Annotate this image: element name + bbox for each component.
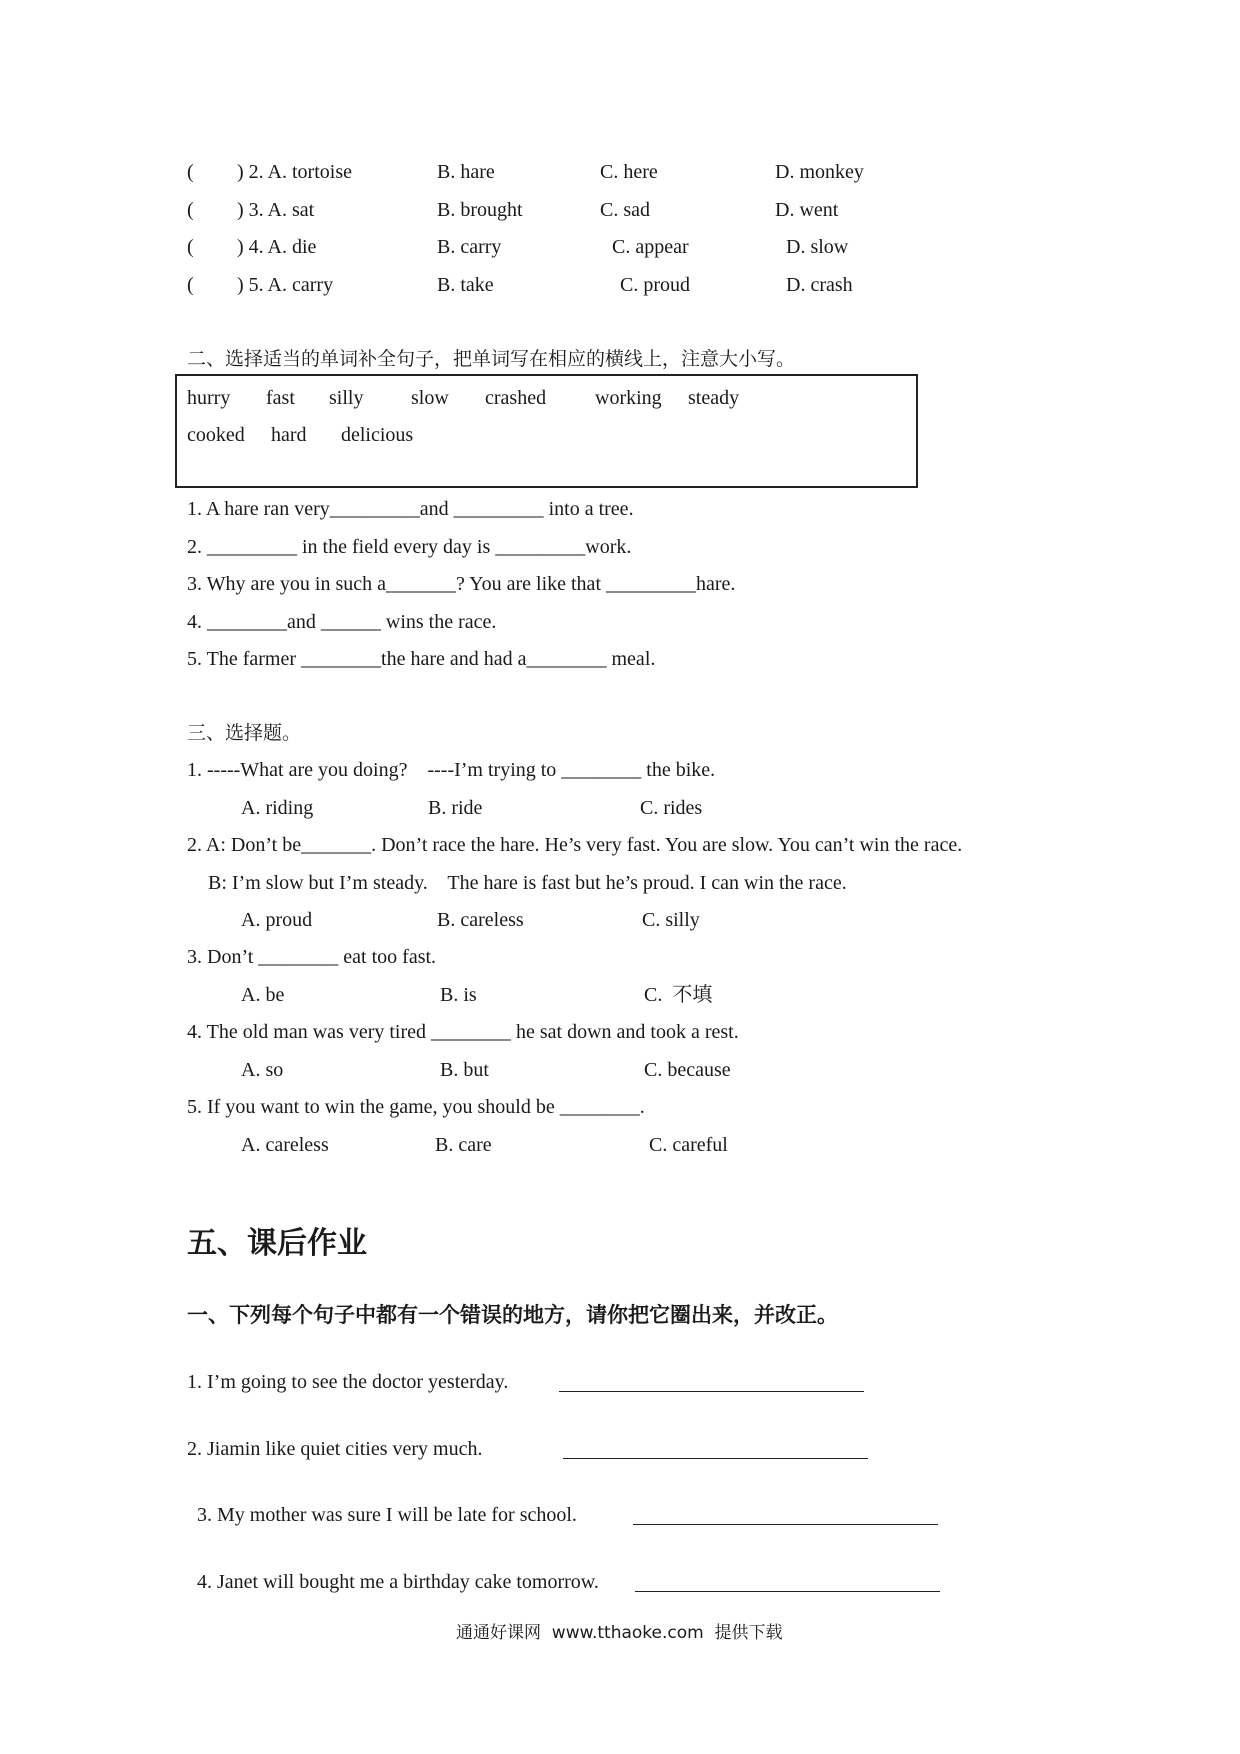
mc-option-a: A. so — [241, 1059, 284, 1081]
word-bank-word: cooked — [187, 424, 245, 446]
mc-option-a: A. be — [241, 984, 285, 1006]
word-bank-word: fast — [266, 387, 295, 409]
option-b: B. brought — [437, 199, 523, 221]
word-bank-word: delicious — [341, 424, 414, 446]
correction-sentence: 2. Jiamin like quiet cities very much. — [187, 1438, 483, 1460]
mc-question-stem: 4. The old man was very tired ________ he sat down and took a rest. — [187, 1021, 739, 1043]
fill-blank-sentence: 2. _________ in the field every day is _________work. — [187, 536, 632, 558]
word-bank-word: crashed — [485, 387, 547, 409]
option-d: D. crash — [786, 274, 853, 296]
option-b: B. hare — [437, 161, 495, 183]
answer-paren: ( — [187, 274, 194, 296]
mc-option-c: C. because — [644, 1059, 731, 1081]
mc-option-a: A. riding — [241, 797, 314, 819]
word-bank-word: silly — [329, 387, 364, 409]
answer-line — [563, 1458, 868, 1459]
part3-heading: 三、选择题。 — [187, 722, 302, 744]
fill-blank-sentence: 5. The farmer ________the hare and had a________ meal. — [187, 648, 656, 670]
word-bank-word: hurry — [187, 387, 231, 409]
mc-option-b: B. care — [435, 1134, 492, 1156]
mc-option-c: C. 不填 — [644, 984, 713, 1006]
answer-line — [633, 1524, 938, 1525]
mc-option-b: B. careless — [437, 909, 524, 931]
part2-heading: 二、选择适当的单词补全句子，把单词写在相应的横线上，注意大小写。 — [187, 348, 796, 370]
option-b: B. take — [437, 274, 494, 296]
option-c: C. appear — [612, 236, 689, 258]
mc-question-stem: 2. A: Don’t be_______. Don’t race the hare. He’s very fast. You are slow. You can’t win the race. — [187, 834, 963, 856]
mc-question-stem: 1. -----What are you doing? ----I’m trying to ________ the bike. — [187, 759, 716, 781]
fill-blank-sentence: 4. ________and ______ wins the race. — [187, 611, 497, 633]
mc-option-b: B. ride — [428, 797, 483, 819]
word-bank-word: working — [595, 387, 662, 409]
mc-option-c: C. silly — [642, 909, 700, 931]
option-c: C. proud — [620, 274, 690, 296]
mc-question-stem: 3. Don’t ________ eat too fast. — [187, 946, 437, 968]
mc-option-b: B. is — [440, 984, 477, 1006]
word-bank-word: hard — [271, 424, 307, 446]
question-option-a: ) 2. A. tortoise — [237, 161, 352, 183]
mc-option-b: B. but — [440, 1059, 489, 1081]
answer-paren: ( — [187, 199, 194, 221]
option-c: C. here — [600, 161, 658, 183]
question-option-a: ) 3. A. sat — [237, 199, 315, 221]
correction-sentence: 1. I’m going to see the doctor yesterday. — [187, 1371, 509, 1393]
fill-blank-sentence: 1. A hare ran very_________and _________ into a tree. — [187, 498, 634, 520]
mc-option-c: C. rides — [640, 797, 703, 819]
section-title: 五、课后作业 — [187, 1226, 367, 1261]
answer-line — [635, 1591, 940, 1592]
mc-question-stem-line2: B: I’m slow but I’m steady. The hare is fast but he’s proud. I can win the race. — [208, 872, 847, 894]
correction-sentence: 3. My mother was sure I will be late for school. — [197, 1504, 577, 1526]
question-option-a: ) 5. A. carry — [237, 274, 334, 296]
option-d: D. monkey — [775, 161, 864, 183]
question-option-a: ) 4. A. die — [237, 236, 317, 258]
correction-sentence: 4. Janet will bought me a birthday cake tomorrow. — [197, 1571, 599, 1593]
mc-question-stem: 5. If you want to win the game, you should be ________. — [187, 1096, 645, 1118]
mc-option-a: A. careless — [241, 1134, 329, 1156]
mc-option-a: A. proud — [241, 909, 313, 931]
answer-paren: ( — [187, 236, 194, 258]
mc-option-c: C. careful — [649, 1134, 728, 1156]
option-c: C. sad — [600, 199, 650, 221]
option-b: B. carry — [437, 236, 502, 258]
word-bank-word: slow — [411, 387, 449, 409]
answer-paren: ( — [187, 161, 194, 183]
section-subheading: 一、下列每个句子中都有一个错误的地方，请你把它圈出来，并改正。 — [187, 1303, 838, 1327]
fill-blank-sentence: 3. Why are you in such a_______? You are like that _________hare. — [187, 573, 736, 595]
option-d: D. went — [775, 199, 839, 221]
word-bank-word: steady — [688, 387, 740, 409]
option-d: D. slow — [786, 236, 849, 258]
footer-text: 通通好课网 www.tthaoke.com 提供下载 — [456, 1623, 783, 1643]
answer-line — [559, 1391, 864, 1392]
